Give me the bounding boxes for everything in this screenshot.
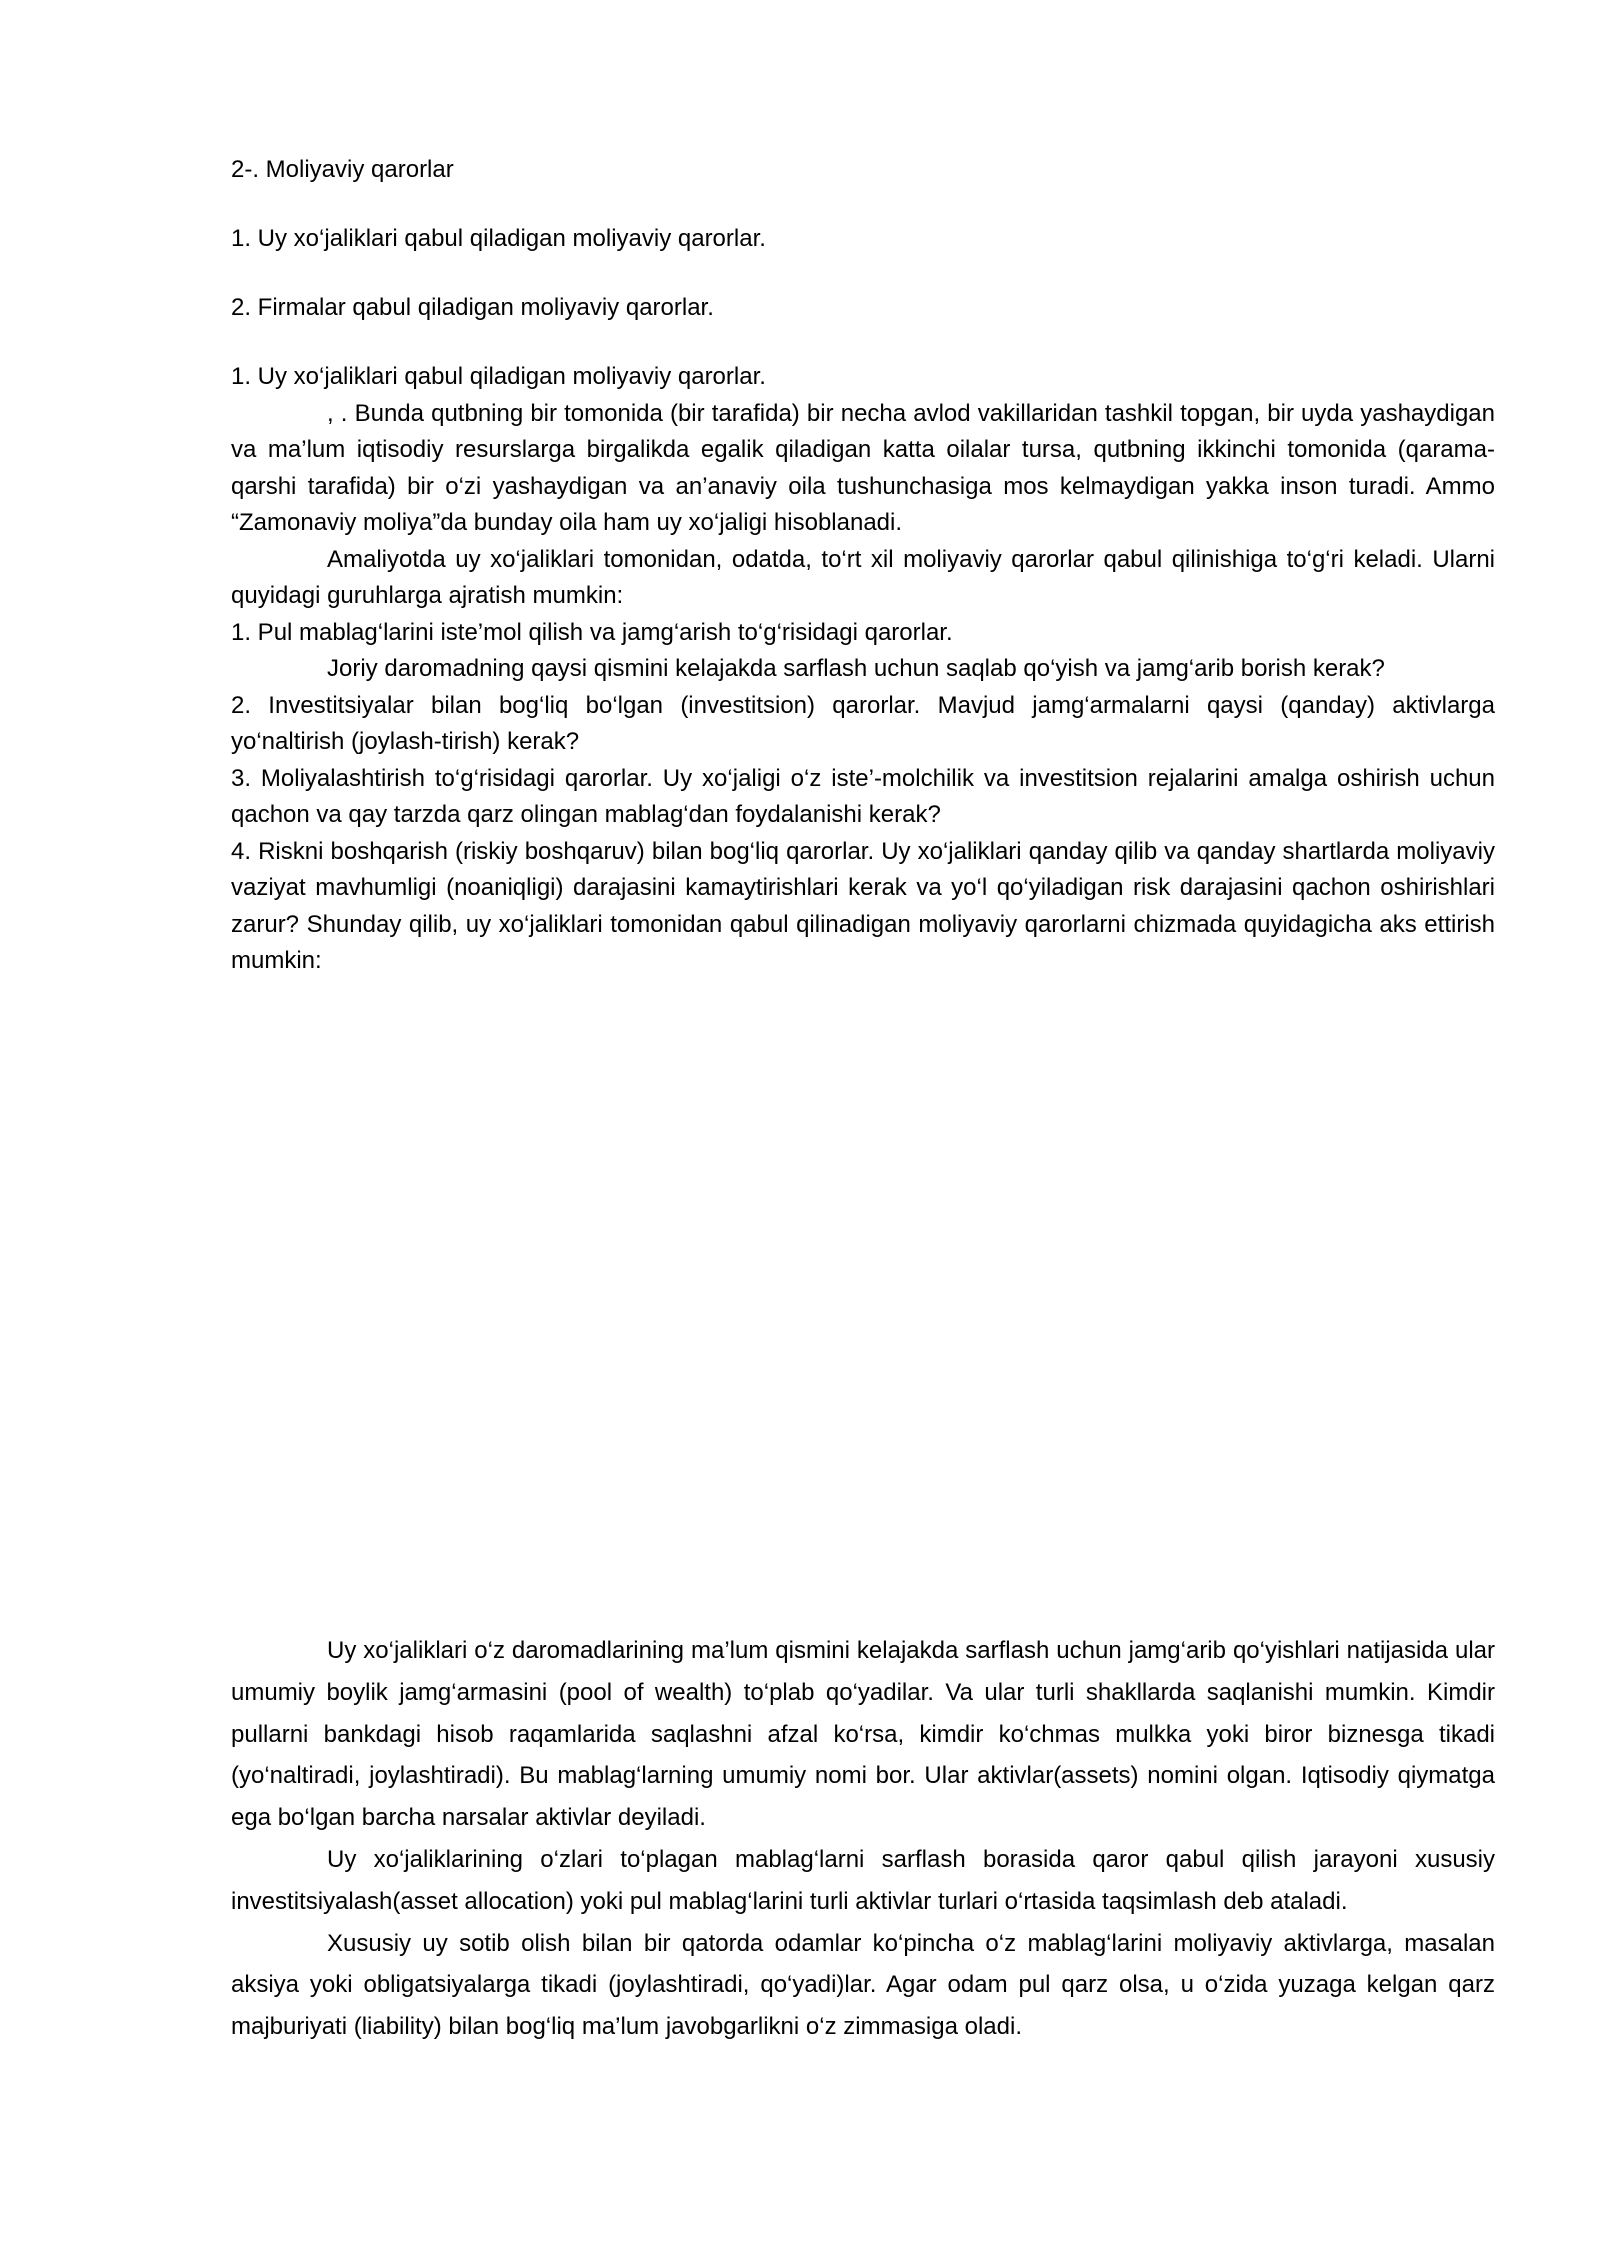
section-assets bbox=[231, 1630, 1495, 2048]
diagram-placeholder bbox=[231, 1030, 1495, 1590]
intro-paragraph: , . Bunda qutbning bir tomonida (bir tarafida) bir necha avlod vakillaridan tashkil topgan, bir uyda yashaydigan va ma’lum iqtisodiy resurslarga birgalikda egalik qiladigan katta oilalar tursa, qutbning ikkinchi tomonida (qarama-qarshi tarafida) bir o‘zi yashaydigan va an’anaviy oila tushunchasiga mos kelmaydigan yakka inson turadi. Ammo “Zamonaviy moliya”da bunday oila ham uy xo‘jaligi hisoblanadi. bbox=[231, 399, 1495, 536]
list-heading-households: 1. Uy xo‘jaliklari qabul qiladigan moliyaviy qarorlar. bbox=[231, 225, 766, 252]
list-item-risk: 4. Riskni boshqarish (riskiy boshqaruv) bilan bog‘liq qarorlar. Uy xo‘jaliklari qanday qilib va qanday shartlarda moliyaviy vaziyat mavhumligi (noaniqligi) darajasini kamaytirishlari kerak va yo‘l qo‘yiladigan risk darajasini qachon oshirishlari zarur? Shunday qilib, uy xo‘jaliklari tomonidan qabul qilinadigan moliyaviy qarorlarni chizmada quyidagicha aks ettirish mumkin: bbox=[231, 837, 1495, 974]
section-title: 2-. Moliyaviy qarorlar bbox=[231, 156, 454, 183]
subsection-heading: 1. Uy xo‘jaliklari qabul qiladigan moliyaviy qarorlar. bbox=[231, 363, 766, 390]
wealth-paragraph: Uy xo‘jaliklari o‘z daromadlarining ma’lum qismini kelajakda sarflash uchun jamg‘arib qo‘yishlari natijasida ular umumiy boylik jamg‘armasini (pool of wealth) to‘plab qo‘yadilar. Va ular turli shakllarda saqlanishi mumkin. Kimdir pullarni bankdagi hisob raqamlarida saqlashni afzal ko‘rsa, kimdir ko‘chmas mulkka yoki biror biznesga tikadi (yo‘naltiradi, joylashtiradi). Bu mablag‘larning umumiy nomi bor. Ular aktivlar(assets) nomini olgan. Iqtisodiy qiymatga ega bo‘lgan barcha narsalar aktivlar deyiladi. bbox=[231, 1637, 1495, 1832]
list-heading-firms: 2. Firmalar qabul qiladigan moliyaviy qarorlar. bbox=[231, 294, 714, 321]
liability-paragraph: Xususiy uy sotib olish bilan bir qatorda odamlar ko‘pincha o‘z mablag‘larini moliyaviy aktivlarga, masalan aksiya yoki obligatsiyalarga tikadi (joylashtiradi, qo‘yadi)lar. Agar odam pul qarz olsa, u o‘zida yuzaga kelgan qarz majburiyati (liability) bilan bog‘liq ma’lum javobgarlikni o‘z zimmasiga oladi. bbox=[231, 1929, 1495, 2041]
list-item-financing: 3. Moliyalashtirish to‘g‘risidagi qarorlar. Uy xo‘jaligi o‘z iste’-molchilik va investitsion rejalarini amalga oshirish uchun qachon va qay tarzda qarz olingan mablag‘dan foydalanishi kerak? bbox=[231, 764, 1495, 828]
section-households bbox=[231, 359, 1495, 980]
list-item-investment: 2. Investitsiyalar bilan bog‘liq bo‘lgan (investitsion) qarorlar. Mavjud jamg‘armalarni qaysi (qanday) aktivlarga yo‘naltirish (joylash-tirish) kerak? bbox=[231, 691, 1495, 755]
list-item-consumption-desc: Joriy daromadning qaysi qismini kelajakda sarflash uchun saqlab qo‘yish va jamg‘arib borish kerak? bbox=[327, 655, 1385, 682]
list-item-consumption: 1. Pul mablag‘larini iste’mol qilish va jamg‘arish to‘g‘risidagi qarorlar. bbox=[231, 618, 953, 646]
asset-allocation-paragraph: Uy xo‘jaliklarining o‘zlari to‘plagan mablag‘larni sarflash borasida qaror qabul qilish jarayoni xususiy investitsiyalash(asset allocation) yoki pul mablag‘larini turli aktivlar turlari o‘rtasida taqsimlash deb ataladi. bbox=[231, 1845, 1495, 1915]
practice-paragraph: Amaliyotda uy xo‘jaliklari tomonidan, odatda, to‘rt xil moliyaviy qarorlar qabul qilinishiga to‘g‘ri keladi. Ularni quyidagi guruhlarga ajratish mumkin: bbox=[231, 545, 1495, 609]
